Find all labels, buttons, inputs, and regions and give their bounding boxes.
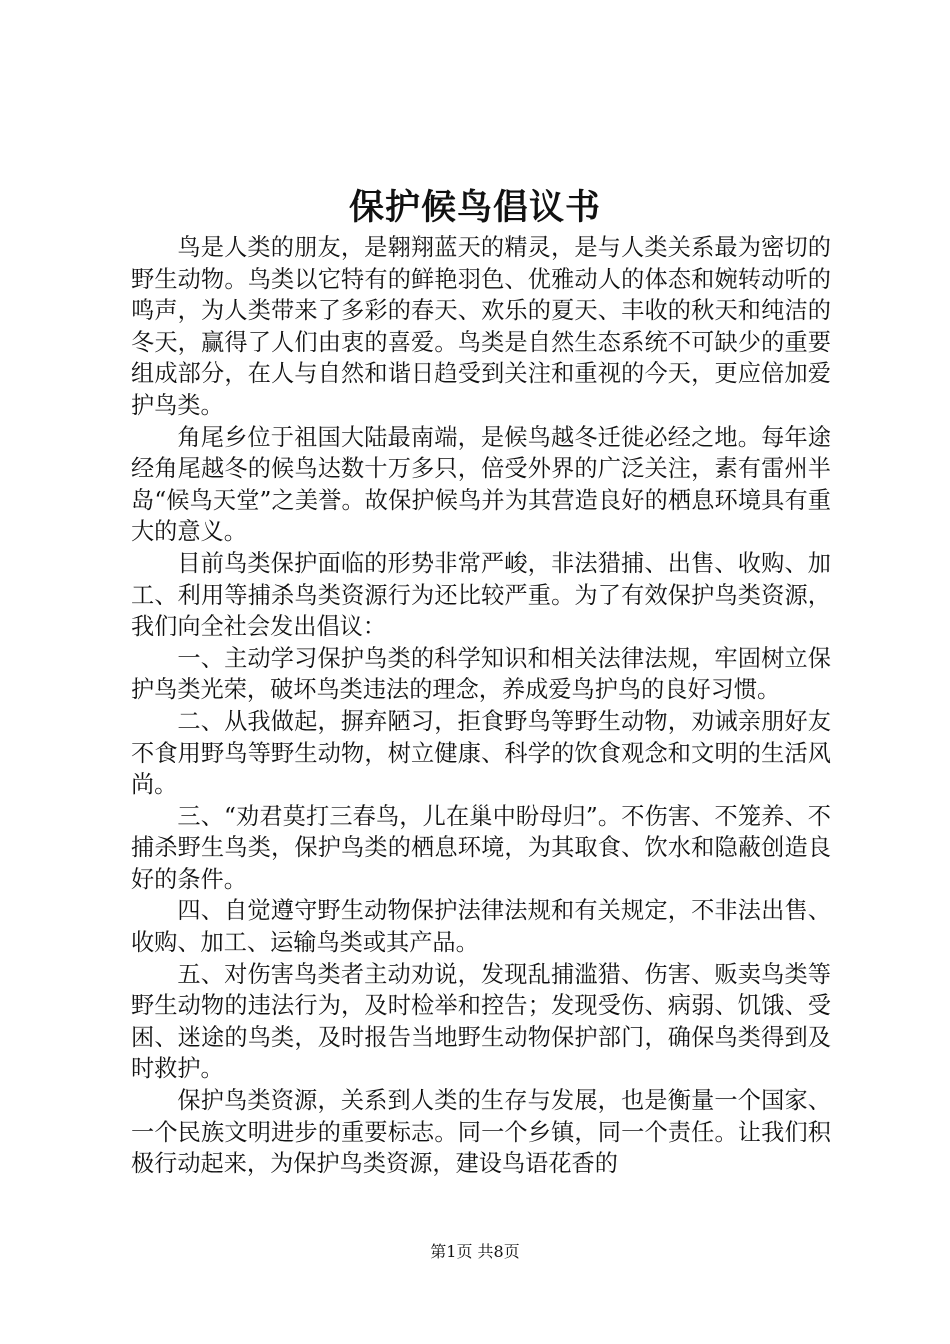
paragraph-intro: 鸟是人类的朋友，是翱翔蓝天的精灵，是与人类关系最为密切的野生动物。鸟类以它特有的鲜艳羽色、优雅动人的体态和婉转动听的鸣声，为人类带来了多彩的春天、欢乐的夏天、丰收的秋天和纯洁的冬天，赢得了人们由衷的喜爱。鸟类是自然生态系统不可缺少的重要组成部分，在人与自然和谐日趋受到关注和重视的今天，更应倍加爱护鸟类。 [131, 234, 831, 419]
paragraph-item-4: 四、自觉遵守野生动物保护法律法规和有关规定，不非法出售、收购、加工、运输鸟类或其产品。 [131, 897, 831, 957]
paragraph-item-2: 二、从我做起，摒弃陋习，拒食野鸟等野生动物，劝诫亲朋好友不食用野鸟等野生动物，树立健康、科学的饮食观念和文明的生活风尚。 [131, 707, 831, 799]
document-body [131, 232, 831, 1180]
document-title: 保护候鸟倡议书 [348, 187, 601, 228]
paragraph-location: 角尾乡位于祖国大陆最南端，是候鸟越冬迁徙必经之地。每年途经角尾越冬的候鸟达数十万多只，倍受外界的广泛关注，素有雷州半岛“候鸟天堂”之美誉。故保护候鸟并为其营造良好的栖息环境具有重大的意义。 [131, 423, 831, 546]
paragraph-item-3: 三、“劝君莫打三春鸟，儿在巢中盼母归”。不伤害、不笼养、不捕杀野生鸟类，保护鸟类的栖息环境，为其取食、饮水和隐蔽创造良好的条件。 [131, 802, 831, 893]
paragraph-item-5: 五、对伤害鸟类者主动劝说，发现乱捕滥猎、伤害、贩卖鸟类等野生动物的违法行为，及时检举和控告；发现受伤、病弱、饥饿、受困、迷途的鸟类，及时报告当地野生动物保护部门，确保鸟类得到及时救护。 [131, 960, 831, 1083]
page-number-footer: 第1页 共8页 [430, 1242, 520, 1261]
paragraph-item-1: 一、主动学习保护鸟类的科学知识和相关法律法规，牢固树立保护鸟类光荣，破坏鸟类违法的理念，养成爱鸟护鸟的良好习惯。 [131, 644, 831, 704]
paragraph-situation: 目前鸟类保护面临的形势非常严峻，非法猎捕、出售、收购、加工、利用等捕杀鸟类资源行为还比较严重。为了有效保护鸟类资源，我们向全社会发出倡议： [131, 549, 831, 641]
paragraph-closing: 保护鸟类资源，关系到人类的生存与发展，也是衡量一个国家、一个民族文明进步的重要标志。同一个乡镇，同一个责任。让我们积极行动起来，为保护鸟类资源，建设鸟语花香的 [131, 1087, 831, 1178]
